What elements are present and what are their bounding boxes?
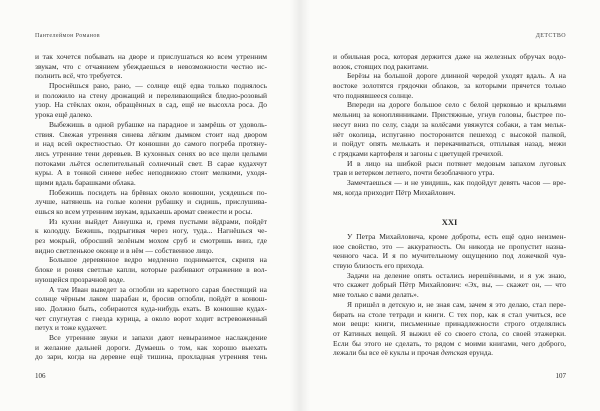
text-line: что поднявшееся солнце. <box>333 90 414 100</box>
italic-word: детская <box>440 348 468 358</box>
text-line: узор. На стёклах окон, обращённых в сад, ещё не высохла роса. До <box>35 100 267 110</box>
text-line: мои вещи: книги, письменные принадлежности строго отделялись <box>333 319 566 329</box>
text-line: ствия. Свежая утренняя синева лёгким дымком стоит над двором <box>35 129 267 139</box>
text-line: У Петра Михайловича, кроме доброты, есть ещё одно неизмен- <box>347 232 566 241</box>
text-line: ню. Должно быть, собираются куда-нибудь ехать. В конюшне кудах- <box>35 303 267 313</box>
running-head-title: ДЕТСТВО <box>535 33 566 39</box>
text-line: ное свойство, это — аккуратность. Он никогда не пропустит назна- <box>333 241 566 251</box>
text-segment: лежали бы все её куклы и прочая <box>333 348 441 358</box>
text-line <box>333 348 566 358</box>
text-line: Большое деревянное ведро медленно поднимается, скрипя на <box>49 255 267 265</box>
running-head-author: Пантелеймон Романов <box>35 33 101 39</box>
text-line: с грядками картофеля и загоны с цветущей гречихой. <box>333 148 504 158</box>
text-line: бирать на столе тетради и книги. С тех пор, как я стал учиться, все <box>333 309 566 319</box>
text-line: блоке и роняя светлые капли, которые разбивают отражение в вол- <box>35 265 267 275</box>
text-line: Берёзы на большой дороге длинной чередой уходят вдаль. А на <box>347 71 566 81</box>
text-line: лучше, натянешь на голые колени рубашку и сидишь, прислушива- <box>35 197 267 207</box>
page-number-right: 107 <box>555 372 566 380</box>
text-line: солнце чёрным лаком шарабан и, бросив оглобли, пойдёт в конюш- <box>35 294 267 304</box>
text-line: к колодцу. Бежишь, подрыгивая через ногу, туда... Нагнёшься че- <box>35 226 267 236</box>
text-line: ченного часа. И я по мучительному ощущению под ложечкой чув- <box>333 251 566 261</box>
text-line: куры. А в тонкой синеве небес неподвижно стоит мелкими, уходя- <box>35 168 267 178</box>
text-line: Все утренние звуки и запахи дают невыразимое наслаждение <box>49 332 267 342</box>
text-line: Задачи на деление опять остались нерешёнными, и я уж знаю, <box>347 270 566 280</box>
text-line: что скажет добрый Пётр Михайлович: «Эх, вы, — скажет он, — что <box>333 280 566 290</box>
text-line: рез мокрый, обросший зелёным мохом сруб и смотришь вниз, где <box>35 236 267 246</box>
text-line: И в лицо на шибкой рыси потянет медовым запахом луговых <box>347 158 566 168</box>
text-line: Я пришёл в детскую и, не зная сам, зачем я это делаю, стал пере- <box>347 299 566 309</box>
text-line: до зари, когда на деревне ещё тишина, прохладная утренняя тень <box>35 352 267 362</box>
text-line: и пойдут опять мелькать и перекачиваться, отплывая назад, межи <box>333 139 566 149</box>
text-line: от Катиных вещей. Я выжил её со своего стола, со своей этажерки. <box>333 328 566 338</box>
text-line: ешься ко всем утренним звукам, вдыхаешь аромат свежести и росы. <box>35 207 253 216</box>
chapter-heading: XXI <box>441 217 458 227</box>
text-line: и положило на стену дрожащий и переливающийся бледно-розовый <box>35 90 267 100</box>
left-page-text <box>35 52 267 362</box>
page-number-left: 106 <box>35 372 46 380</box>
text-line: трав и ветерком летнего, почти безоблачного утра. <box>333 168 495 178</box>
text-line: чет спугнутая с гнезда курица, а около ворот ходит встревоженный <box>35 313 267 323</box>
text-line: А там Иван выведет за оглобли из каретного сарая блестящий на <box>49 284 267 294</box>
text-line: Из кухни выйдет Аннушка и, гремя пустыми вёдрами, пойдёт <box>49 216 267 226</box>
text-line: и над всей окрестностью. От конюшни до самого погреба протяну- <box>35 139 267 149</box>
text-line: потоками льётся ослепительный солнечный свет. В сарае кудахчут <box>35 158 267 168</box>
right-page-text-chapter <box>333 232 566 358</box>
text-line: несут вниз по селу, сзади за колёсами увяжутся собаки, а там мельк- <box>333 119 566 129</box>
text-line: Если бы этого не сделать, то рядом с моими книгами, чего доброго, <box>333 338 566 348</box>
text-line: востоке золотятся грядочки облаков, за которыми прячется только <box>333 81 566 91</box>
text-line: нёт околица, испуганно посторонится пешеход с высокой палкой, <box>333 129 566 139</box>
text-line: лись утренние тени деревьев. В кухонных сенях во все щели целыми <box>35 148 267 158</box>
text-line: звукам, что с отчаянием убеждаешься в невозможности честно ис- <box>35 61 267 71</box>
right-page-text-top <box>333 52 566 197</box>
text-line: Впереди на дороге большое село с белой церковью и крыльями <box>347 100 566 110</box>
text-line: мя, когда приходит Пётр Михайлович. <box>333 187 456 197</box>
text-line: нующейся прозрачной воде. <box>35 274 125 284</box>
text-line: и желание дальней дороги. Думаешь о том, как хорошо выехать <box>35 342 267 352</box>
text-segment: ерунда. <box>467 348 493 358</box>
text-line: мне только с вами делать». <box>333 290 419 300</box>
text-line: петух и тоже кудахчет. <box>35 323 107 333</box>
text-line: ствую близость его прихода. <box>333 261 424 271</box>
text-line: Выбежишь в одной рубашке на парадное и замрёшь от удоволь- <box>49 119 267 129</box>
text-line: щими вдаль барашками облака. <box>35 177 136 187</box>
right-page <box>300 0 600 411</box>
text-line: и так хочется побывать на дворе и прислушаться ко всем утренним <box>35 52 267 61</box>
text-line: Замечтаешься — и не увидишь, как подойдут девять часов — вре- <box>347 177 566 187</box>
text-line: Проснёшься рано, рано, — солнце ещё едва только поднялось <box>49 81 267 91</box>
text-line: возок, стоящих под ракитами. <box>333 61 429 71</box>
text-line: мельниц за коноплянниками. Пристяжные, угнув головы, быстрее по- <box>333 110 566 120</box>
text-line: полнить всё, что требуется. <box>35 71 123 81</box>
text-line: видно светленькое оконце и в нём — собственное лицо. <box>35 245 214 255</box>
text-line: Побежишь посидеть на брёвнах около конюшни, усядешься по- <box>49 187 267 197</box>
text-line: урока ещё далеко. <box>35 110 93 120</box>
text-line: и обильная роса, которая держится даже на железных обручах водо- <box>333 52 566 61</box>
